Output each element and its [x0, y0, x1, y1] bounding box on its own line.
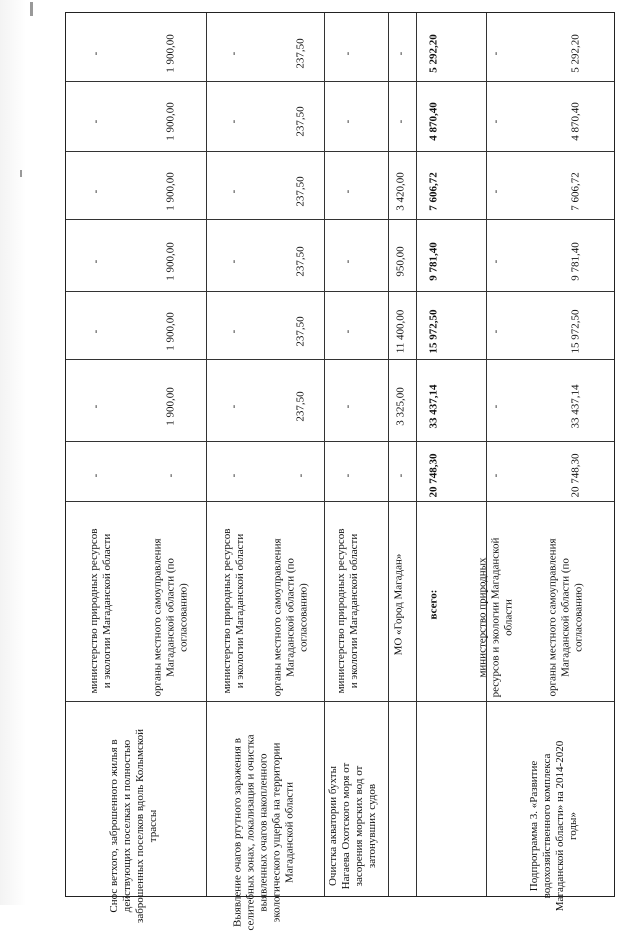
value-cell: - — [294, 473, 307, 478]
executor-label: органы местного самоуправления Магаданской области (по согласованию) — [271, 538, 310, 697]
value-cell: 1 900,00 — [164, 387, 177, 426]
value-cell: - — [341, 119, 354, 124]
subprogram-name: Подпрограмма 3. «Развитие водохозяйственного комплекса Магаданской области» на 2014-2020 годы» — [528, 740, 579, 912]
value-cell: - — [341, 51, 354, 56]
value-cell: 33 437,14 — [569, 384, 582, 429]
table-hline — [66, 151, 614, 152]
value-cell: 1 900,00 — [164, 34, 177, 73]
value-cell: 7 606,72 — [569, 172, 582, 211]
value-cell: 5 292,20 — [569, 34, 582, 73]
executor-label: МО «Город Магадан» — [392, 553, 405, 656]
value-cell: - — [489, 404, 502, 409]
value-cell: - — [394, 51, 407, 56]
value-cell: 4 870,40 — [569, 102, 582, 141]
value-cell: - — [89, 473, 102, 478]
value-cell: 3 420,00 — [394, 172, 407, 211]
value-cell: - — [89, 404, 102, 409]
scan-speck — [20, 170, 22, 177]
executor-label: министерство природных ресурсов и экологии Магаданской области — [335, 528, 360, 694]
total-value: 15 972,50 — [427, 309, 440, 354]
row-name: Снос ветхого, заброшенного жилья в действующих поселках и полностью заброшенных поселков вдоль Колымской трассы — [108, 728, 159, 924]
value-cell: 1 900,00 — [164, 102, 177, 141]
value-cell: - — [89, 119, 102, 124]
table-hline — [66, 219, 614, 220]
table-hline — [66, 501, 614, 502]
table-hline — [66, 359, 614, 360]
value-cell: 237,50 — [294, 246, 307, 277]
value-cell: - — [341, 329, 354, 334]
value-cell: 237,50 — [294, 176, 307, 207]
budget-table — [65, 12, 615, 931]
value-cell: 237,50 — [294, 391, 307, 422]
scan-speck — [30, 2, 33, 16]
table-hline — [66, 81, 614, 82]
value-cell: - — [227, 189, 240, 194]
table-vline — [324, 13, 325, 896]
total-label: всего: — [427, 589, 440, 620]
value-cell: - — [227, 259, 240, 264]
value-cell: 9 781,40 — [569, 242, 582, 281]
value-cell: 20 748,30 — [569, 453, 582, 498]
value-cell: - — [341, 404, 354, 409]
value-cell: - — [227, 329, 240, 334]
table-hline — [66, 701, 614, 702]
value-cell: - — [489, 119, 502, 124]
executor-label: органы местного самоуправления Магаданской области (по согласованию) — [151, 538, 190, 697]
row-name: Выявление очагов ртутного заражения в селитебных зонах, локализация и очистка выявленных очагов накопленного экологического ущерба на территории Магаданской области — [231, 734, 296, 931]
total-value: 9 781,40 — [427, 242, 440, 281]
executor-label: министерство природных ресурсов и экологии Магаданской области — [88, 528, 113, 694]
value-cell: - — [89, 329, 102, 334]
value-cell: - — [227, 51, 240, 56]
value-cell: 237,50 — [294, 106, 307, 137]
value-cell: 1 900,00 — [164, 172, 177, 211]
table-vline — [206, 13, 207, 896]
value-cell: - — [394, 473, 407, 478]
value-cell: 950,00 — [394, 246, 407, 277]
total-value: 5 292,20 — [427, 34, 440, 73]
value-cell: - — [489, 51, 502, 56]
value-cell: - — [227, 404, 240, 409]
value-cell: 1 900,00 — [164, 312, 177, 351]
scan-edge — [0, 0, 26, 905]
total-value: 4 870,40 — [427, 102, 440, 141]
value-cell: - — [489, 189, 502, 194]
value-cell: - — [489, 329, 502, 334]
table-hline — [66, 291, 614, 292]
value-cell: - — [227, 473, 240, 478]
value-cell: - — [341, 189, 354, 194]
value-cell: 1 900,00 — [164, 242, 177, 281]
value-cell: 11 400,00 — [394, 309, 407, 354]
executor-label: министерство природных ресурсов и экологии Магаданской области — [476, 537, 515, 698]
executor-label: органы местного самоуправления Магаданской области (по согласованию) — [546, 538, 585, 697]
value-cell: - — [89, 259, 102, 264]
value-cell: - — [489, 259, 502, 264]
value-cell: - — [227, 119, 240, 124]
value-cell: - — [341, 473, 354, 478]
value-cell: - — [341, 259, 354, 264]
table-vline — [416, 13, 417, 896]
value-cell: 237,50 — [294, 38, 307, 69]
value-cell: - — [394, 119, 407, 124]
table-vline — [486, 13, 487, 896]
row-name: Очистка акватории бухты Нагаева Охотского моря от засорения морских вод от затонувших судов — [327, 762, 378, 890]
value-cell: - — [164, 473, 177, 478]
table-hline — [66, 441, 614, 442]
total-value: 7 606,72 — [427, 172, 440, 211]
table-vline — [388, 13, 389, 896]
value-cell: 15 972,50 — [569, 309, 582, 354]
value-cell: 3 325,00 — [394, 387, 407, 426]
value-cell: - — [89, 189, 102, 194]
value-cell: - — [89, 51, 102, 56]
executor-label: министерство природных ресурсов и экологии Магаданской области — [221, 528, 246, 694]
value-cell: - — [489, 473, 502, 478]
value-cell: 237,50 — [294, 316, 307, 347]
total-value: 20 748,30 — [427, 453, 440, 498]
total-value: 33 437,14 — [427, 384, 440, 429]
